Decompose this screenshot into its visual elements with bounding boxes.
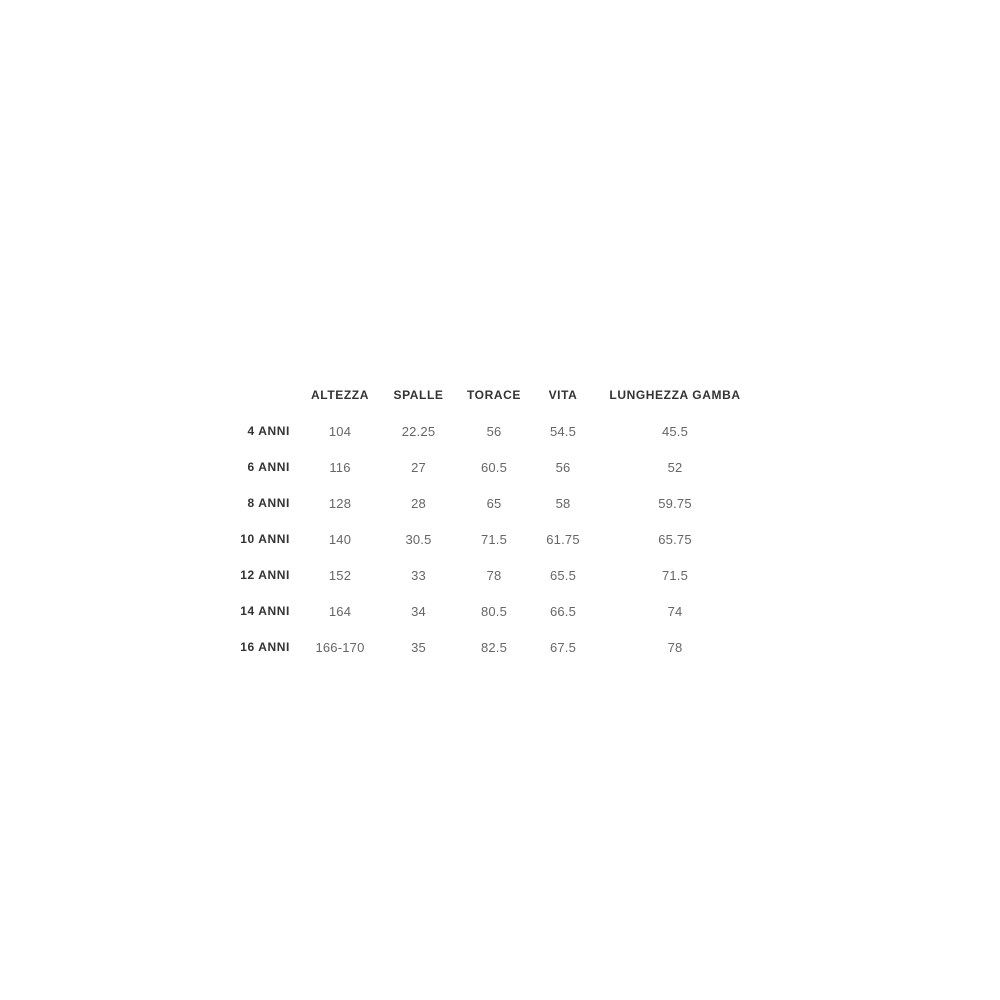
row-label-6-anni: 6 ANNI [247,460,290,474]
column-header-spalle: SPALLE [393,388,444,402]
cell-lunghezza-gamba: 74 [667,603,683,619]
cell-lunghezza-gamba: 71.5 [661,567,689,583]
cell-lunghezza-gamba: 45.5 [661,423,689,439]
cell-lunghezza-gamba: 65.75 [658,531,692,547]
cell-torace: 82.5 [480,639,508,655]
cell-torace: 60.5 [480,459,508,475]
column-header-empty [228,377,290,413]
cell-altezza: 166-170 [315,639,365,655]
cell-spalle: 33 [411,567,426,583]
row-label-4-anni: 4 ANNI [247,424,290,438]
cell-vita: 56 [555,459,571,475]
cell-spalle: 30.5 [405,531,432,547]
column-header-vita: VITA [548,388,578,402]
cell-vita: 65.5 [549,567,577,583]
cell-torace: 71.5 [480,531,508,547]
cell-spalle: 27 [411,459,426,475]
cell-torace: 80.5 [480,603,508,619]
table-row [228,629,765,665]
cell-spalle: 28 [411,495,426,511]
row-label-14-anni: 14 ANNI [240,604,290,618]
cell-altezza: 104 [328,423,352,439]
cell-torace: 65 [486,495,502,511]
table-row [228,485,765,521]
cell-vita: 66.5 [549,603,577,619]
cell-altezza: 152 [328,567,352,583]
size-table-container [228,377,765,665]
size-table [228,377,765,665]
cell-altezza: 164 [328,603,352,619]
cell-altezza: 116 [329,459,351,475]
cell-lunghezza-gamba: 59.75 [658,495,692,511]
cell-spalle: 22.25 [401,423,436,439]
cell-vita: 61.75 [546,531,580,547]
table-row [228,593,765,629]
cell-spalle: 35 [411,639,426,655]
cell-vita: 58 [555,495,571,511]
column-header-altezza: ALTEZZA [311,388,369,402]
cell-torace: 78 [486,567,502,583]
row-label-10-anni: 10 ANNI [240,532,290,546]
cell-lunghezza-gamba: 78 [667,639,683,655]
table-row [228,449,765,485]
cell-lunghezza-gamba: 52 [667,459,683,475]
cell-altezza: 140 [328,531,352,547]
size-table-header-row [228,377,765,413]
row-label-8-anni: 8 ANNI [247,496,290,510]
column-header-torace: TORACE [466,388,522,402]
table-row [228,413,765,449]
column-header-lunghezza-gamba: LUNGHEZZA GAMBA [609,388,741,402]
table-row [228,521,765,557]
cell-vita: 54.5 [549,423,577,439]
cell-spalle: 34 [411,603,426,619]
row-label-16-anni: 16 ANNI [240,640,290,654]
cell-altezza: 128 [328,495,352,511]
row-label-12-anni: 12 ANNI [240,568,290,582]
cell-torace: 56 [486,423,502,439]
table-row [228,557,765,593]
cell-vita: 67.5 [549,639,577,655]
